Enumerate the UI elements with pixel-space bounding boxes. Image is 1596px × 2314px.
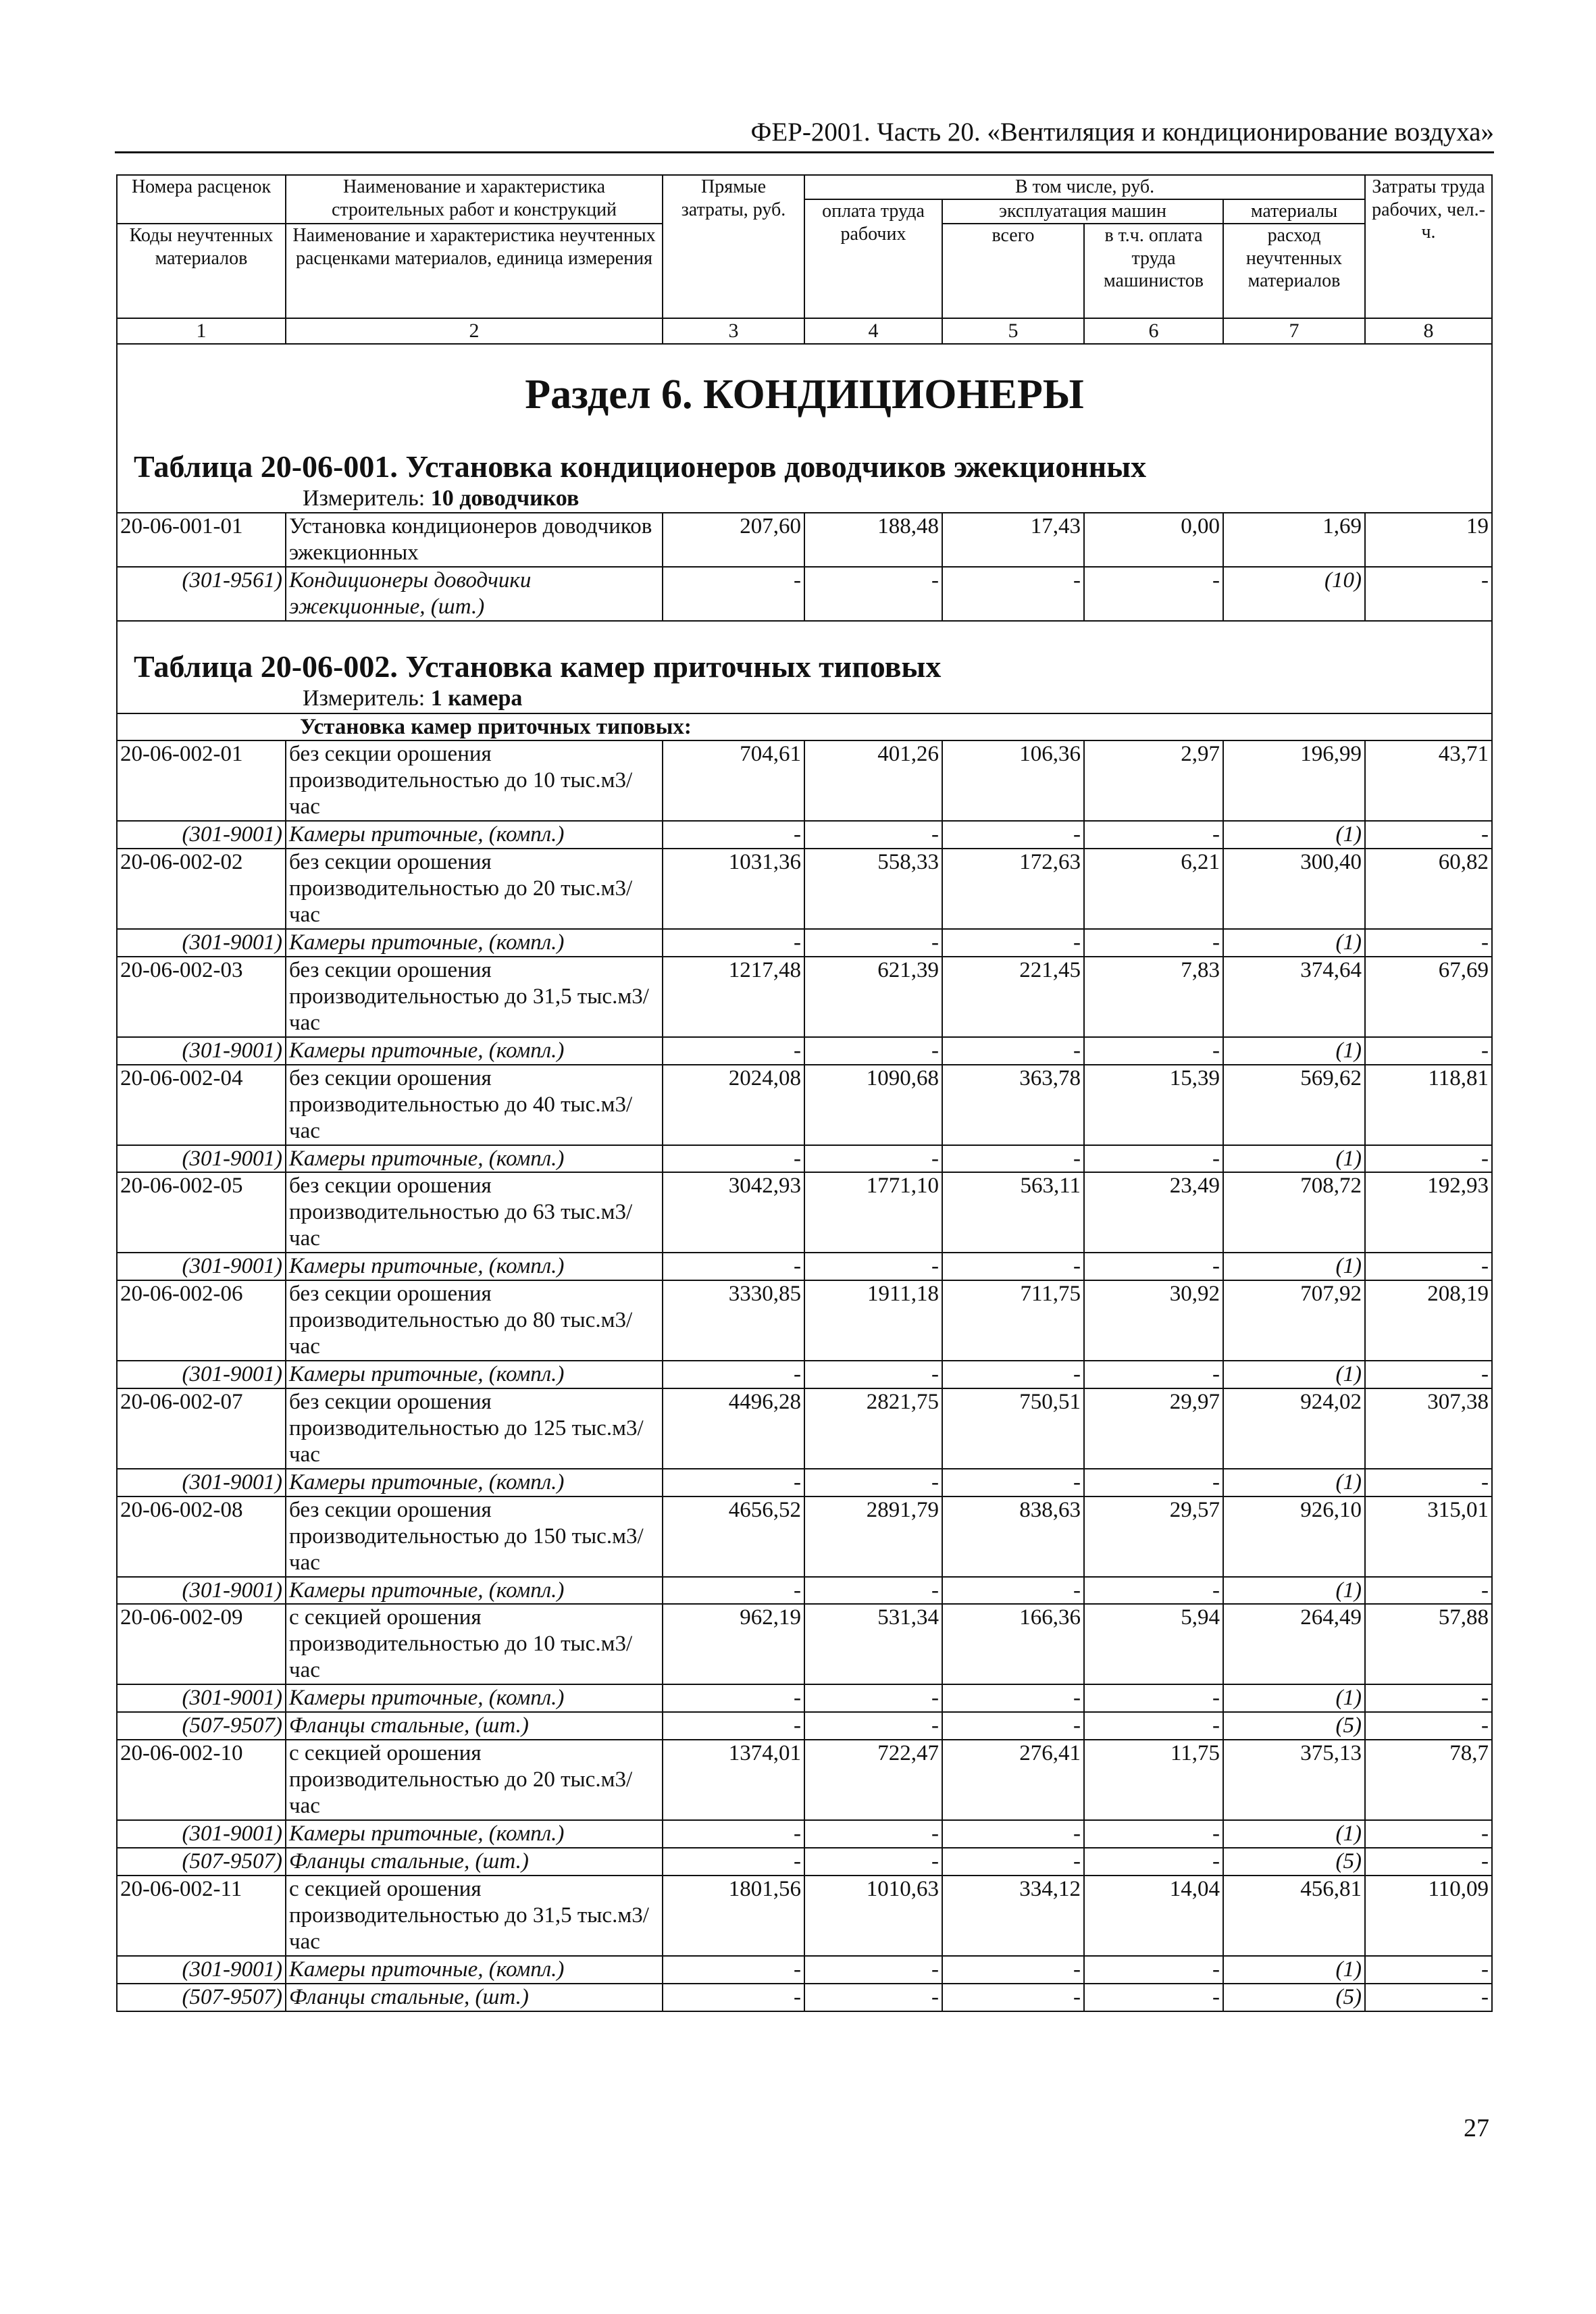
labor-pay: 1911,18	[804, 1280, 942, 1361]
dash: -	[804, 1984, 942, 2011]
machines-total: 166,36	[942, 1604, 1084, 1684]
machines-total: 711,75	[942, 1280, 1084, 1361]
direct-cost: 1374,01	[663, 1740, 804, 1820]
dash: -	[942, 1820, 1084, 1848]
materials: 707,92	[1223, 1280, 1365, 1361]
table-row	[117, 1496, 1492, 1577]
dash: -	[1365, 1577, 1492, 1605]
labor-hours: 208,19	[1365, 1280, 1492, 1361]
dash: -	[942, 1984, 1084, 2011]
material-qty: (1)	[1223, 821, 1365, 849]
col-number: 8	[1365, 318, 1492, 344]
rate-name: с секцией орошения производительностью до 31,5 тыс.м3/час	[286, 1876, 663, 1956]
dash: -	[663, 1984, 804, 2011]
labor-pay: 531,34	[804, 1604, 942, 1684]
dash: -	[942, 1253, 1084, 1280]
dash: -	[663, 1253, 804, 1280]
col-header-unaccounted-materials: расход неучтенных материалов	[1223, 224, 1365, 318]
material-qty: (1)	[1223, 1469, 1365, 1496]
dash: -	[663, 821, 804, 849]
table-1-title: Таблица 20-06-001. Установка кондиционеров доводчиков эжекционных	[134, 449, 1147, 484]
materials: 264,49	[1223, 1604, 1365, 1684]
material-row	[117, 1712, 1492, 1740]
col-number: 4	[804, 318, 942, 344]
dash: -	[1365, 1361, 1492, 1388]
direct-cost: 3042,93	[663, 1172, 804, 1253]
table-row	[117, 1280, 1492, 1361]
material-name: Камеры приточные, (компл.)	[286, 929, 663, 957]
dash: -	[663, 1820, 804, 1848]
dash: -	[1084, 1361, 1223, 1388]
material-name: Камеры приточные, (компл.)	[286, 1145, 663, 1173]
col-number: 3	[663, 318, 804, 344]
labor-pay: 621,39	[804, 957, 942, 1037]
rate-name: Установка кондиционеров доводчиков эжекционных	[286, 513, 663, 567]
material-code: (301-9001)	[117, 1037, 286, 1065]
material-code: (301-9001)	[117, 1361, 286, 1388]
material-name: Фланцы стальные, (шт.)	[286, 1848, 663, 1876]
dash: -	[804, 929, 942, 957]
table-1-measure: Измеритель: 10 доводчиков	[303, 486, 580, 511]
labor-hours: 78,7	[1365, 1740, 1492, 1820]
table-2-title: Таблица 20-06-002. Установка камер приточных типовых	[134, 649, 942, 684]
dash: -	[942, 1037, 1084, 1065]
direct-cost: 207,60	[663, 513, 804, 567]
machinist-pay: 15,39	[1084, 1065, 1223, 1145]
table-row	[117, 513, 1492, 567]
machines-total: 106,36	[942, 740, 1084, 821]
material-qty: (5)	[1223, 1848, 1365, 1876]
table-row	[117, 1388, 1492, 1469]
dash: -	[1084, 821, 1223, 849]
machinist-pay: 29,97	[1084, 1388, 1223, 1469]
dash: -	[1084, 1037, 1223, 1065]
dash: -	[663, 929, 804, 957]
machines-total: 363,78	[942, 1065, 1084, 1145]
machinist-pay: 6,21	[1084, 849, 1223, 929]
material-name: Камеры приточные, (компл.)	[286, 1361, 663, 1388]
labor-hours: 110,09	[1365, 1876, 1492, 1956]
table-row	[117, 1740, 1492, 1820]
rate-name: без секции орошения производительностью до 20 тыс.м3/час	[286, 849, 663, 929]
machinist-pay: 14,04	[1084, 1876, 1223, 1956]
material-row	[117, 1820, 1492, 1848]
machinist-pay: 7,83	[1084, 957, 1223, 1037]
dash: -	[663, 1684, 804, 1712]
material-code: (301-9001)	[117, 929, 286, 957]
dash: -	[804, 1848, 942, 1876]
rate-name: без секции орошения производительностью до 125 тыс.м3/час	[286, 1388, 663, 1469]
materials: 196,99	[1223, 740, 1365, 821]
dash: -	[804, 1145, 942, 1173]
table-row	[117, 1876, 1492, 1956]
material-name: Камеры приточные, (компл.)	[286, 1684, 663, 1712]
rate-code: 20-06-002-10	[117, 1740, 286, 1820]
labor-hours: 60,82	[1365, 849, 1492, 929]
dash: -	[1365, 1037, 1492, 1065]
labor-pay: 1010,63	[804, 1876, 942, 1956]
material-code: (301-9561)	[117, 567, 286, 621]
dash: -	[804, 1361, 942, 1388]
labor-pay: 1090,68	[804, 1065, 942, 1145]
material-code: (507-9507)	[117, 1712, 286, 1740]
col-header-incl: В том числе, руб.	[804, 175, 1365, 199]
materials: 456,81	[1223, 1876, 1365, 1956]
material-name: Камеры приточные, (компл.)	[286, 1469, 663, 1496]
dash: -	[804, 1712, 942, 1740]
direct-cost: 704,61	[663, 740, 804, 821]
material-name: Камеры приточные, (компл.)	[286, 1577, 663, 1605]
dash: -	[1084, 1984, 1223, 2011]
material-row	[117, 1361, 1492, 1388]
table-header	[117, 175, 1492, 344]
material-row	[117, 1848, 1492, 1876]
materials: 375,13	[1223, 1740, 1365, 1820]
rate-name: с секцией орошения производительностью до 10 тыс.м3/час	[286, 1604, 663, 1684]
material-code: (301-9001)	[117, 1577, 286, 1605]
materials: 708,72	[1223, 1172, 1365, 1253]
col-header-name: Наименование и характеристика строительных работ и конструкций	[286, 175, 663, 224]
material-row	[117, 1684, 1492, 1712]
rate-name: с секцией орошения производительностью до 20 тыс.м3/час	[286, 1740, 663, 1820]
col-number: 1	[117, 318, 286, 344]
machines-total: 563,11	[942, 1172, 1084, 1253]
dash: -	[1365, 1253, 1492, 1280]
labor-hours: 307,38	[1365, 1388, 1492, 1469]
machines-total: 221,45	[942, 957, 1084, 1037]
table-row	[117, 1065, 1492, 1145]
labor-hours: 43,71	[1365, 740, 1492, 821]
direct-cost: 4496,28	[663, 1388, 804, 1469]
material-name: Камеры приточные, (компл.)	[286, 1037, 663, 1065]
page-number: 27	[1464, 2114, 1489, 2142]
machinist-pay: 0,00	[1084, 513, 1223, 567]
material-name: Камеры приточные, (компл.)	[286, 1956, 663, 1984]
table-2	[117, 740, 1492, 2011]
material-name: Камеры приточные, (компл.)	[286, 821, 663, 849]
material-qty: (1)	[1223, 1253, 1365, 1280]
material-row	[117, 1469, 1492, 1496]
material-row	[117, 821, 1492, 849]
dash: -	[1365, 1820, 1492, 1848]
col-header-machinist-pay: в т.ч. оплата труда машинистов	[1084, 224, 1223, 318]
material-code: (507-9507)	[117, 1984, 286, 2011]
direct-cost: 962,19	[663, 1604, 804, 1684]
header-text: ФЕР-2001. Часть 20. «Вентиляция и кондиционирование воздуха»	[750, 118, 1494, 147]
machinist-pay: 29,57	[1084, 1496, 1223, 1577]
table-row	[117, 1172, 1492, 1253]
rate-code: 20-06-002-02	[117, 849, 286, 929]
column-numbers	[117, 318, 1492, 344]
col-number: 2	[286, 318, 663, 344]
material-qty: (1)	[1223, 1145, 1365, 1173]
material-row	[117, 1956, 1492, 1984]
dash: -	[942, 1469, 1084, 1496]
material-name: Камеры приточные, (компл.)	[286, 1253, 663, 1280]
dash: -	[1084, 1956, 1223, 1984]
col-header-codes: Номера расценок	[117, 175, 286, 224]
rate-name: без секции орошения производительностью до 63 тыс.м3/час	[286, 1172, 663, 1253]
material-row	[117, 1253, 1492, 1280]
material-code: (301-9001)	[117, 1820, 286, 1848]
material-qty: (5)	[1223, 1984, 1365, 2011]
dash: -	[1084, 1820, 1223, 1848]
material-qty: (1)	[1223, 1956, 1365, 1984]
labor-pay: 558,33	[804, 849, 942, 929]
labor-pay: 722,47	[804, 1740, 942, 1820]
labor-pay: 2821,75	[804, 1388, 942, 1469]
machines-total: 17,43	[942, 513, 1084, 567]
col-header-labor: Затраты труда рабочих, чел.-ч.	[1365, 175, 1492, 318]
material-code: (301-9001)	[117, 1956, 286, 1984]
rate-name: без секции орошения производительностью до 10 тыс.м3/час	[286, 740, 663, 821]
materials: 1,69	[1223, 513, 1365, 567]
dash: -	[663, 1848, 804, 1876]
dash: -	[942, 929, 1084, 957]
material-row	[117, 929, 1492, 957]
dash: -	[663, 1037, 804, 1065]
material-code: (301-9001)	[117, 1253, 286, 1280]
materials: 924,02	[1223, 1388, 1365, 1469]
dash: -	[663, 1956, 804, 1984]
material-qty: (1)	[1223, 929, 1365, 957]
dash: -	[1084, 929, 1223, 957]
table-2-subheading: Установка камер приточных типовых:	[117, 713, 1492, 741]
dash: -	[663, 1361, 804, 1388]
table-row	[117, 740, 1492, 821]
material-row	[117, 1037, 1492, 1065]
rate-code: 20-06-002-04	[117, 1065, 286, 1145]
material-row	[117, 1984, 1492, 2011]
machinist-pay: 23,49	[1084, 1172, 1223, 1253]
rate-code: 20-06-002-09	[117, 1604, 286, 1684]
material-name: Камеры приточные, (компл.)	[286, 1820, 663, 1848]
material-qty: (1)	[1223, 1684, 1365, 1712]
dash: -	[942, 1577, 1084, 1605]
labor-hours: 19	[1365, 513, 1492, 567]
labor-hours: 118,81	[1365, 1065, 1492, 1145]
col-number: 7	[1223, 318, 1365, 344]
material-code: (301-9001)	[117, 1469, 286, 1496]
rate-name: без секции орошения производительностью до 150 тыс.м3/час	[286, 1496, 663, 1577]
direct-cost: 3330,85	[663, 1280, 804, 1361]
col-number: 5	[942, 318, 1084, 344]
dash: -	[942, 1712, 1084, 1740]
material-name: Фланцы стальные, (шт.)	[286, 1712, 663, 1740]
dash: -	[804, 1037, 942, 1065]
dash: -	[1365, 1712, 1492, 1740]
labor-hours: 315,01	[1365, 1496, 1492, 1577]
rate-code: 20-06-002-03	[117, 957, 286, 1037]
material-code: (301-9001)	[117, 821, 286, 849]
col-number: 6	[1084, 318, 1223, 344]
dash: -	[663, 1712, 804, 1740]
material-qty: (5)	[1223, 1712, 1365, 1740]
machinist-pay: 2,97	[1084, 740, 1223, 821]
rate-code: 20-06-002-11	[117, 1876, 286, 1956]
machines-total: 276,41	[942, 1740, 1084, 1820]
rate-code: 20-06-002-07	[117, 1388, 286, 1469]
labor-pay: 1771,10	[804, 1172, 942, 1253]
machines-total: 750,51	[942, 1388, 1084, 1469]
materials: 374,64	[1223, 957, 1365, 1037]
dash: -	[804, 1684, 942, 1712]
table-row	[117, 849, 1492, 929]
dash: -	[663, 1577, 804, 1605]
dash: -	[804, 1253, 942, 1280]
dash: -	[1365, 929, 1492, 957]
col-header-total: всего	[942, 224, 1084, 318]
dash: -	[1365, 1848, 1492, 1876]
rate-name: без секции орошения производительностью до 40 тыс.м3/час	[286, 1065, 663, 1145]
dash: -	[804, 1469, 942, 1496]
dash: -	[804, 821, 942, 849]
rate-code: 20-06-002-01	[117, 740, 286, 821]
running-header	[115, 109, 1494, 153]
table-row	[117, 957, 1492, 1037]
direct-cost: 2024,08	[663, 1065, 804, 1145]
machinist-pay: 11,75	[1084, 1740, 1223, 1820]
direct-cost: 1801,56	[663, 1876, 804, 1956]
dash: -	[663, 1469, 804, 1496]
col-header-materials: материалы	[1223, 199, 1365, 224]
dash: -	[804, 1820, 942, 1848]
materials: 300,40	[1223, 849, 1365, 929]
dash: -	[942, 1361, 1084, 1388]
dash: -	[1084, 1577, 1223, 1605]
labor-hours: 192,93	[1365, 1172, 1492, 1253]
col-header-machines: эксплуатация машин	[942, 199, 1223, 224]
labor-pay: 188,48	[804, 513, 942, 567]
price-table	[116, 174, 1493, 2012]
material-qty: (1)	[1223, 1361, 1365, 1388]
section-title: Раздел 6. КОНДИЦИОНЕРЫ	[525, 372, 1084, 418]
col-header-unaccounted-codes: Коды неучтенных материалов	[117, 224, 286, 318]
dash: -	[942, 821, 1084, 849]
rate-name: без секции орошения производительностью до 31,5 тыс.м3/час	[286, 957, 663, 1037]
material-code: (301-9001)	[117, 1684, 286, 1712]
material-row: (301-9561) Кондиционеры доводчики эжекционные, (шт.) - - - - (10) -	[117, 567, 1492, 621]
labor-hours: 57,88	[1365, 1604, 1492, 1684]
material-row	[117, 1577, 1492, 1605]
dash: -	[942, 1848, 1084, 1876]
direct-cost: 1217,48	[663, 957, 804, 1037]
dash: -	[1365, 1684, 1492, 1712]
rate-code: 20-06-002-08	[117, 1496, 286, 1577]
material-qty: (1)	[1223, 1037, 1365, 1065]
dash: -	[1084, 1469, 1223, 1496]
rate-name: без секции орошения производительностью до 80 тыс.м3/час	[286, 1280, 663, 1361]
material-qty: (1)	[1223, 1820, 1365, 1848]
rate-code: 20-06-002-06	[117, 1280, 286, 1361]
dash: -	[1084, 1253, 1223, 1280]
dash: -	[1365, 1469, 1492, 1496]
table-1	[117, 344, 1492, 740]
machines-total: 334,12	[942, 1876, 1084, 1956]
labor-hours: 67,69	[1365, 957, 1492, 1037]
machinist-pay: 30,92	[1084, 1280, 1223, 1361]
dash: -	[942, 1956, 1084, 1984]
dash: -	[1365, 1145, 1492, 1173]
labor-pay: 401,26	[804, 740, 942, 821]
labor-pay: 2891,79	[804, 1496, 942, 1577]
machinist-pay: 5,94	[1084, 1604, 1223, 1684]
material-row	[117, 1145, 1492, 1173]
direct-cost: 4656,52	[663, 1496, 804, 1577]
dash: -	[1084, 1145, 1223, 1173]
material-code: (301-9001)	[117, 1145, 286, 1173]
material-qty: (1)	[1223, 1577, 1365, 1605]
rate-code: 20-06-002-05	[117, 1172, 286, 1253]
dash: -	[663, 1145, 804, 1173]
dash: -	[1365, 1956, 1492, 1984]
dash: -	[942, 1145, 1084, 1173]
material-name: Фланцы стальные, (шт.)	[286, 1984, 663, 2011]
material-code: (507-9507)	[117, 1848, 286, 1876]
table-2-measure: Измеритель: 1 камера	[303, 686, 523, 711]
dash: -	[1084, 1684, 1223, 1712]
materials: 569,62	[1223, 1065, 1365, 1145]
dash: -	[804, 1577, 942, 1605]
dash: -	[1365, 1984, 1492, 2011]
table-row	[117, 1604, 1492, 1684]
material-name: Кондиционеры доводчики эжекционные, (шт.)	[286, 567, 663, 621]
dash: -	[942, 1684, 1084, 1712]
dash: -	[1084, 1712, 1223, 1740]
col-header-labor-pay: оплата труда рабочих	[804, 199, 942, 318]
machines-total: 172,63	[942, 849, 1084, 929]
dash: -	[1365, 821, 1492, 849]
machines-total: 838,63	[942, 1496, 1084, 1577]
rate-code: 20-06-001-01	[117, 513, 286, 567]
col-header-direct: Прямые затраты, руб.	[663, 175, 804, 318]
col-header-unaccounted-names: Наименование и характеристика неучтенных расценками материалов, единица измерения	[286, 224, 663, 318]
materials: 926,10	[1223, 1496, 1365, 1577]
dash: -	[1084, 1848, 1223, 1876]
direct-cost: 1031,36	[663, 849, 804, 929]
dash: -	[804, 1956, 942, 1984]
